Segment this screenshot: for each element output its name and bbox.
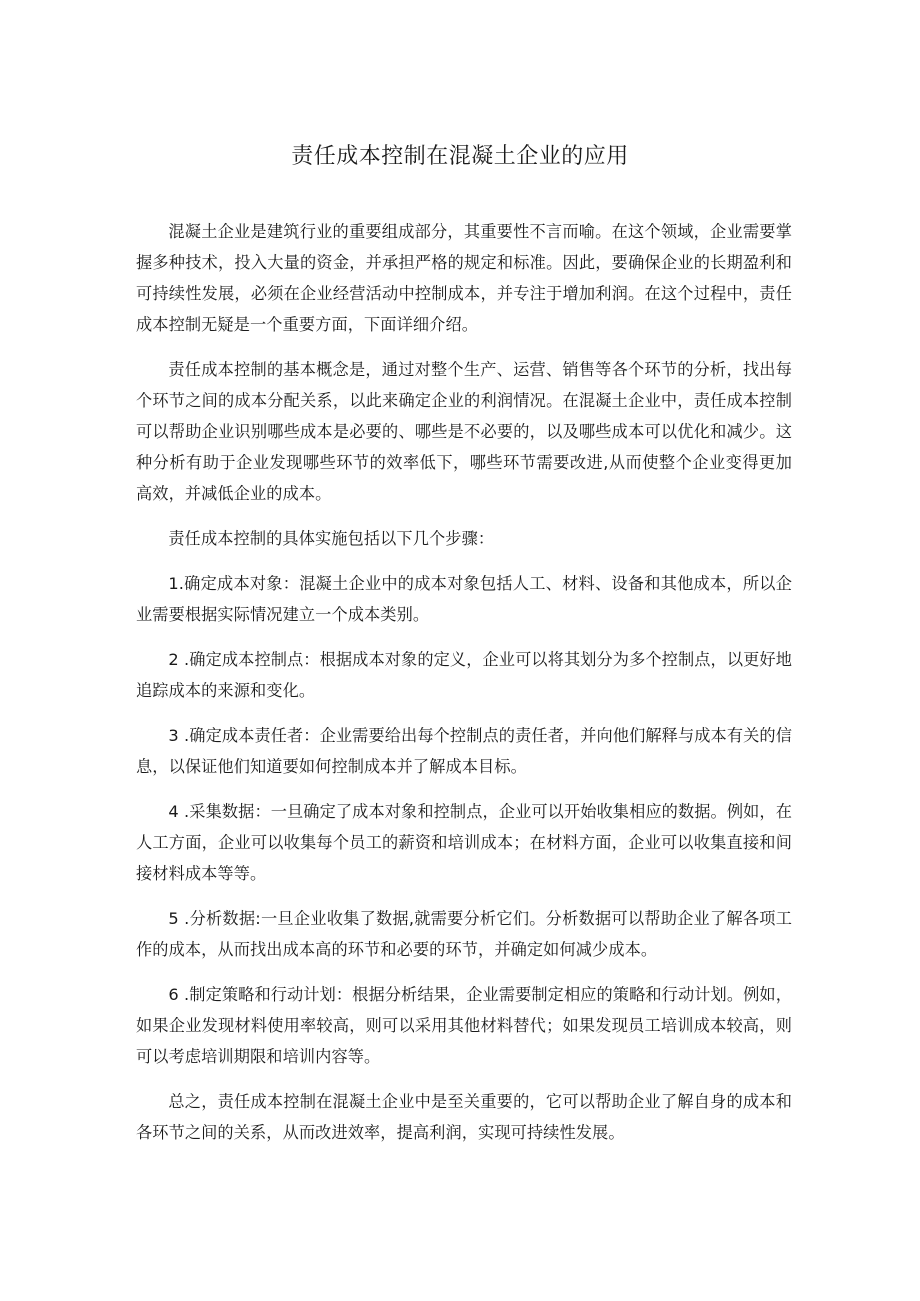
paragraph-step-6: 6 .制定策略和行动计划：根据分析结果，企业需要制定相应的策略和行动计划。例如，如果企业发现材料使用率较高，则可以采用其他材料替代；如果发现员工培训成本较高，则可以考虑培训期限和培训内容等。: [136, 985, 792, 1066]
paragraph-concept: 责任成本控制的基本概念是，通过对整个生产、运营、销售等各个环节的分析，找出每个环节之间的成本分配关系，以此来确定企业的利润情况。在混凝土企业中，责任成本控制可以帮助企业识别哪些成本是必要的、哪些是不必要的，以及哪些成本可以优化和减少。这种分析有助于企业发现哪些环节的效率低下，哪些环节需要改进,从而使整个企业变得更加高效，并减低企业的成本。: [136, 360, 792, 503]
paragraph-conclusion: 总之，责任成本控制在混凝土企业中是至关重要的，它可以帮助企业了解自身的成本和各环节之间的关系，从而改进效率，提高利润，实现可持续性发展。: [136, 1092, 792, 1142]
paragraph-intro: 混凝土企业是建筑行业的重要组成部分，其重要性不言而喻。在这个领域，企业需要掌握多种技术，投入大量的资金，并承担严格的规定和标准。因此，要确保企业的长期盈利和可持续性发展，必须在企业经营活动中控制成本，并专注于增加利润。在这个过程中，责任成本控制无疑是一个重要方面，下面详细介绍。: [136, 222, 792, 334]
paragraph-step-3: 3 .确定成本责任者：企业需要给出每个控制点的责任者，并向他们解释与成本有关的信息，以保证他们知道要如何控制成本并了解成本目标。: [136, 726, 792, 776]
paragraph-step-5: 5 .分析数据:一旦企业收集了数据,就需要分析它们。分析数据可以帮助企业了解各项工作的成本，从而找出成本高的环节和必要的环节，并确定如何减少成本。: [136, 909, 792, 959]
document-body: [136, 216, 792, 1162]
document-title: 责任成本控制在混凝土企业的应用: [291, 144, 629, 169]
paragraph-step-4: 4 .采集数据：一旦确定了成本对象和控制点，企业可以开始收集相应的数据。例如，在人工方面，企业可以收集每个员工的薪资和培训成本；在材料方面，企业可以收集直接和间接材料成本等等。: [136, 802, 792, 883]
paragraph-step-2: 2 .确定成本控制点：根据成本对象的定义，企业可以将其划分为多个控制点，以更好地追踪成本的来源和变化。: [136, 650, 792, 700]
paragraph-steps-intro: 责任成本控制的具体实施包括以下几个步骤：: [168, 529, 495, 548]
paragraph-step-1: 1.确定成本对象：混凝土企业中的成本对象包括人工、材料、设备和其他成本，所以企业需要根据实际情况建立一个成本类别。: [136, 574, 792, 624]
